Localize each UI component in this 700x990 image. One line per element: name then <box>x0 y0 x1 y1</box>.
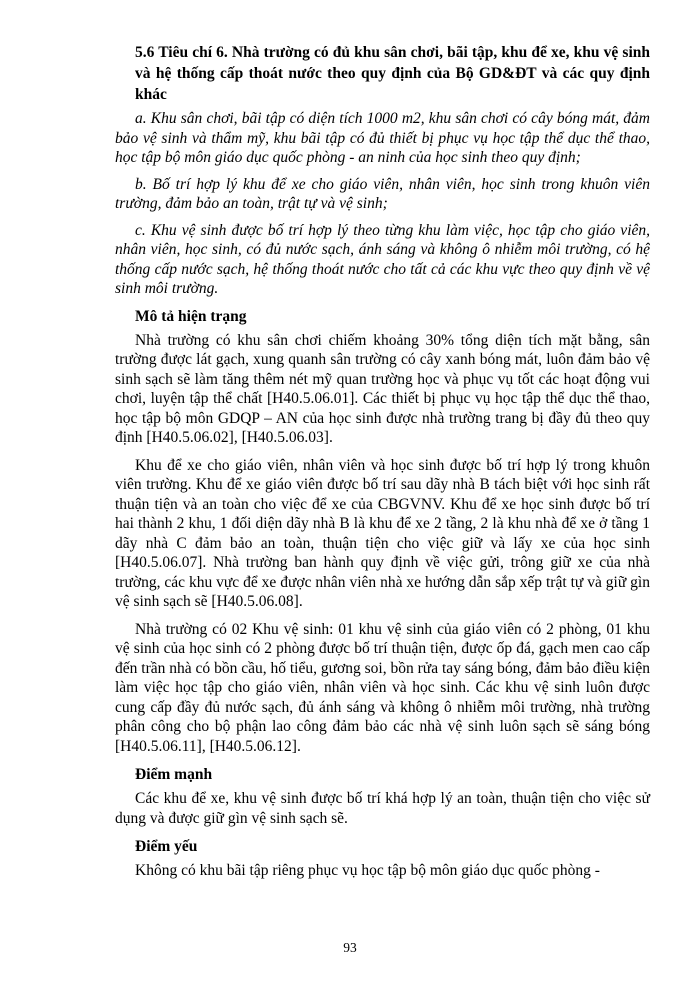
criterion-b: b. Bố trí hợp lý khu để xe cho giáo viên, nhân viên, học sinh trong khuôn viên trường, đảm bảo an toàn, trật tự và vệ sinh; <box>115 175 650 212</box>
strengths-title: Điểm mạnh <box>135 766 213 783</box>
current-state-paragraph: Nhà trường có khu sân chơi chiếm khoảng 30% tổng diện tích mặt bằng, sân trường được lát gạch, xung quanh sân trường có cây xanh bóng mát, luôn đảm bảo vệ sinh sạch sẽ làm tăng thêm nét mỹ quan trường học và phục vụ tốt các hoạt động vui chơi, luyện tập thể chất [H40.5.06.01]. Các thiết bị phục vụ học tập thể dục thể thao, học tập bộ môn GDQP – AN của học sinh được nhà trường trang bị đầy đủ theo quy định [H40.5.06.02], [H40.5.06.03]. <box>115 331 650 446</box>
current-state-paragraph: Nhà trường có 02 Khu vệ sinh: 01 khu vệ sinh của giáo viên có 2 phòng, 01 khu vệ sinh của học sinh có 2 phòng được bố trí thuận tiện, được ốp đá, gạch men cao cấp đến trần nhà có bồn cầu, hố tiểu, gương soi, bồn rửa tay sáng bóng, đảm bảo điều kiện làm việc học tập cho giáo viên, nhân viên và học sinh. Các khu vệ sinh luôn được cung cấp đầy đủ nước sạch, đủ ánh sáng và không ô nhiễm môi trường, nhà trường phân công cho bộ phận lao công đảm bảo các nhà vệ sinh luôn sạch sẽ sáng bóng [H40.5.06.11], [H40.5.06.12]. <box>115 620 650 755</box>
current-state-paragraph: Khu để xe cho giáo viên, nhân viên và học sinh được bố trí hợp lý trong khuôn viên trường. Khu để xe giáo viên được bố trí sau dãy nhà B tách biệt với học sinh rất thuận tiện và an toàn cho việc để xe của CBGVNV. Khu để xe học sinh được bố trí hai thành 2 khu, 1 đối diện dãy nhà B là khu để xe 2 tầng, 2 là khu nhà để xe ở tầng 1 dãy nhà C đảm bảo an toàn, thuận tiện cho việc giữ và lấy xe của học sinh [H40.5.06.07]. Nhà trường ban hành quy định về việc gửi, trông giữ xe của nhà trường, các khu vực để xe được nhân viên nhà xe hướng dẫn sắp xếp trật tự và giữ gìn vệ sinh sạch sẽ [H40.5.06.08]. <box>115 456 650 610</box>
criterion-a: a. Khu sân chơi, bãi tập có diện tích 1000 m2, khu sân chơi có cây bóng mát, đảm bảo vệ sinh và thẩm mỹ, khu bãi tập có đủ thiết bị phục vụ học tập thể dục thể thao, học tập bộ môn giáo dục quốc phòng - an ninh của học sinh theo quy định; <box>115 110 650 166</box>
criterion-c: c. Khu vệ sinh được bố trí hợp lý theo từng khu làm việc, học tập cho giáo viên, nhân viên, học sinh, có đủ nước sạch, ánh sáng và không ô nhiễm môi trường, có hệ thống cấp nước sạch, hệ thống thoát nước cho tất cả các khu vực theo quy định về vệ sinh môi trường. <box>115 221 650 297</box>
strengths-text: Các khu để xe, khu vệ sinh được bố trí khá hợp lý an toàn, thuận tiện cho việc sử dụng và được giữ gìn vệ sinh sạch sẽ. <box>115 790 650 827</box>
page-number: 93 <box>343 940 357 955</box>
current-state-title: Mô tả hiện trạng <box>135 307 247 325</box>
weaknesses-text: Không có khu bãi tập riêng phục vụ học tập bộ môn giáo dục quốc phòng - <box>135 862 600 879</box>
section-heading: 5.6 Tiêu chí 6. Nhà trường có đủ khu sân chơi, bãi tập, khu để xe, khu vệ sinh và hệ thống cấp thoát nước theo quy định của Bộ GD&ĐT và các quy định khác <box>135 44 650 103</box>
weaknesses-title: Điểm yếu <box>135 838 198 855</box>
